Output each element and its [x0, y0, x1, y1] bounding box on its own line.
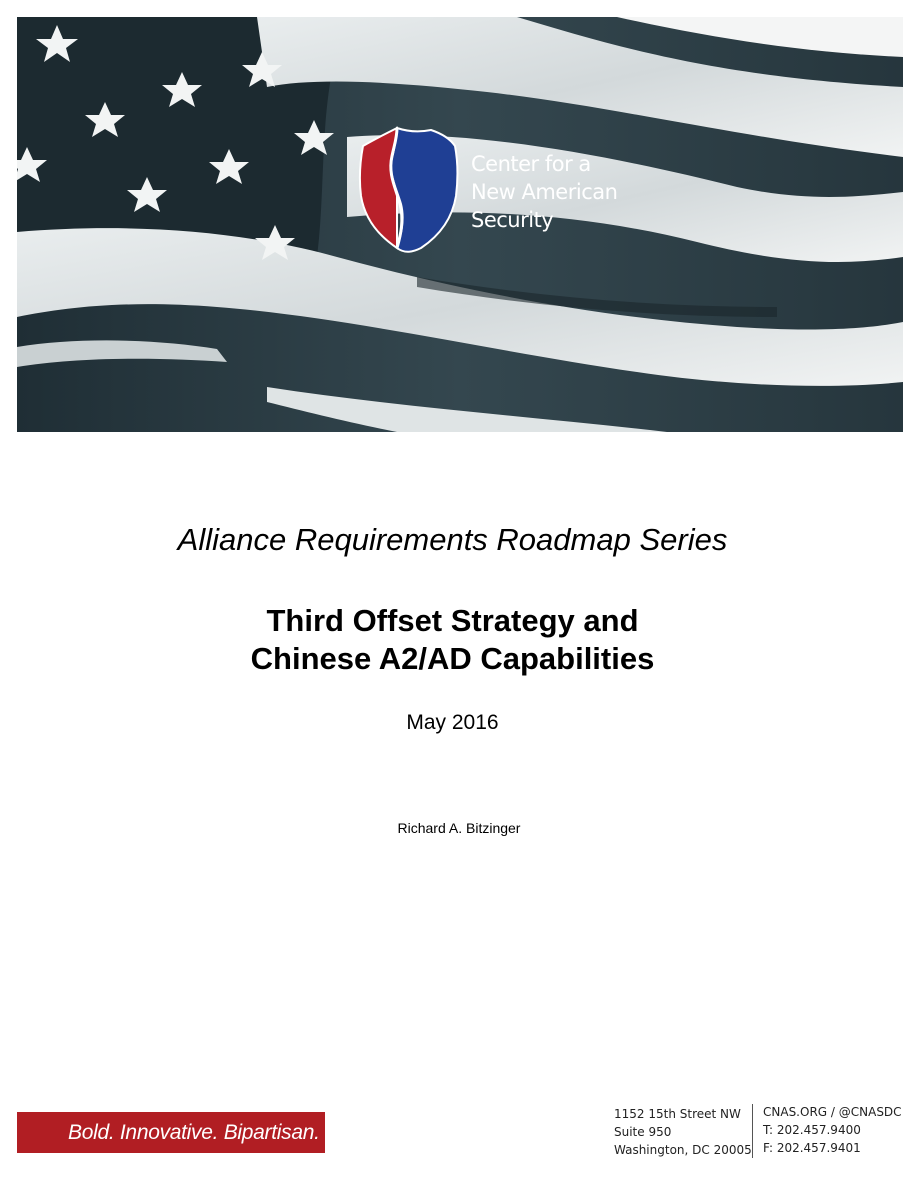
address-line: 1152 15th Street NW [614, 1107, 741, 1121]
shield-icon [357, 124, 461, 254]
cover-flag-image [17, 17, 903, 432]
fax-number: F: 202.457.9401 [763, 1141, 861, 1155]
title-line: Third Offset Strategy and [266, 603, 639, 638]
publication-date: May 2016 [406, 711, 499, 734]
address-line: Washington, DC 20005 [614, 1143, 752, 1157]
mailing-address [614, 1105, 752, 1159]
tagline-banner: Bold. Innovative. Bipartisan. [17, 1112, 325, 1153]
cnas-logo [357, 124, 637, 254]
logo-line: Security [471, 208, 554, 232]
logo-line: New American [471, 180, 618, 204]
series-title: Alliance Requirements Roadmap Series [177, 522, 728, 557]
document-title [0, 602, 905, 678]
author-name: Richard A. Bitzinger [397, 820, 521, 836]
phone-number: T: 202.457.9400 [763, 1123, 861, 1137]
address-line: Suite 950 [614, 1125, 672, 1139]
logo-line: Center for a [471, 152, 591, 176]
logo-wordmark [471, 150, 617, 234]
website-social: CNAS.ORG / @CNASDC [763, 1105, 902, 1119]
contact-info [763, 1103, 902, 1157]
footer-divider [752, 1104, 753, 1158]
title-line: Chinese A2/AD Capabilities [250, 641, 655, 676]
